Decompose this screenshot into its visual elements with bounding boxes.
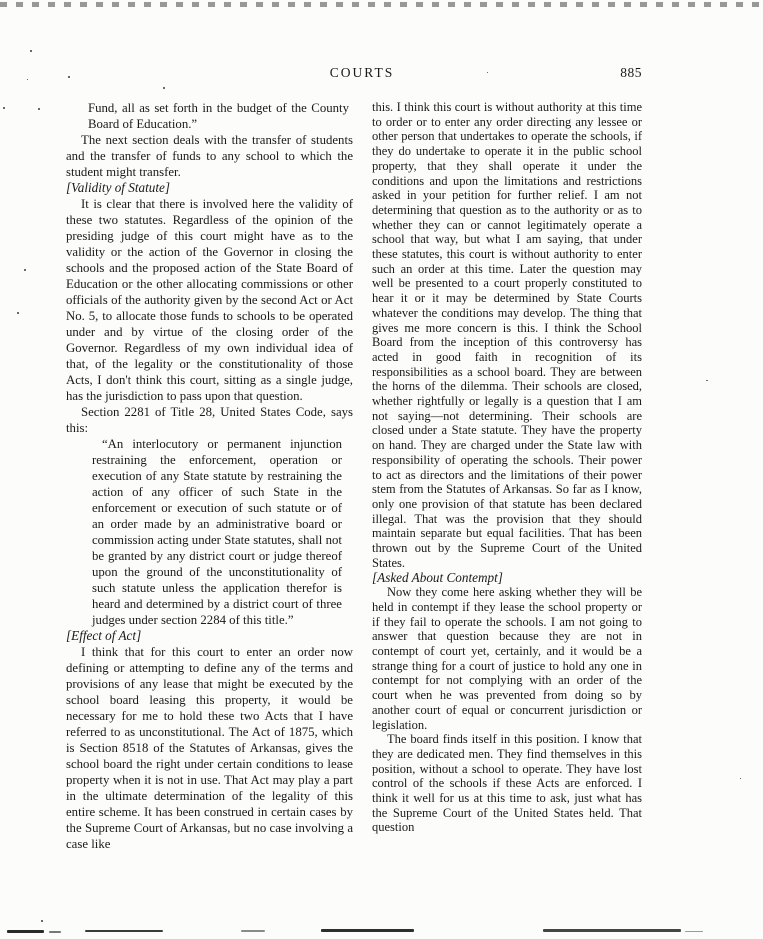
left-column <box>66 100 353 852</box>
scan-smudge-segment <box>685 931 703 932</box>
two-column-text-body <box>66 100 642 852</box>
heading-effect-of-act: [Effect of Act] <box>66 628 142 643</box>
paragraph-effect-of-act: I think that for this court to enter an order now defining or attempting to define any of the terms and provisions of any lease that might be executed by the school board leasing this property, it would be necessary for me to hold these two Acts that I have referred to as unconstitutional. The Act of 1875, which is Section 8518 of the Statutes of Arkansas, gives the school board the right under certain conditions to lease property when it is not in use. That Act may play a part in the ultimate determination of the legality of this entire scheme. It has been construed in certain cases by the Supreme Court of Arkansas, but no case involving a case like <box>66 645 353 851</box>
statute-quote-2281: “An interlocutory or permanent injunction restraining the enforcement, operation or execution of any State statute by restraining the action of any officer of such State in the enforcement or execution of such statute or of an order made by an administrative board or commission acting under State statutes, shall not be granted by any district court or judge thereof upon the ground of the unconstitutionality of such statute unless the application therefor is heard and determined by a district court of three judges under section 2284 of this title.” <box>92 437 342 627</box>
scan-smudge-segment <box>241 930 265 932</box>
heading-asked-about-contempt: [Asked About Contempt] <box>372 569 503 585</box>
scan-speck <box>740 778 741 779</box>
scan-speck <box>706 380 708 381</box>
scan-speck <box>24 269 26 271</box>
scan-speck <box>487 72 488 73</box>
paragraph-board-position: The board finds itself in this position. I know that they are dedicated men. They find themselves in this position, without a school to operate. They have lost control of the schools if these Acts are enforced. I think it well for us at this time to ask, just what has the Supreme Court of the United States held. That question <box>372 732 642 835</box>
paragraph-validity-discussion: It is clear that there is involved here the validity of these two statutes. Regardless of the opinion of the presiding judge of this court might have as to the validity or the action of the Governor in closing the schools and the proposed action of the State Board of Education or the other allocating commissions or other officials of the authority given by the second Act or Act No. 5, to allocate those funds to schools to be operated under and by virtue of the closing order of the Governor. Regardless of my own individual idea of that, of the legality or the constitutionality of those Acts, I don't think this court, sitting as a single judge, has the jurisdiction to pass upon that question. <box>66 197 353 403</box>
paragraph-without-authority: this. I think this court is without authority at this time to order or to enter any order directing any lessee or other person that undertakes to operate the schools, if they do undertake to operate it in the public school property, that they shall operate it under the conditions and upon the limitations and restrictions asked in your petition for further relief. I am not determining that question as to the authority or as to whether they can or cannot legitimately operate a school that way, but what I am saying, that under these statutes, this court is without authority to enter such an order at this time. Later the question may well be presented to a court properly constituted to hear it or it may be determined by State Courts whatever the conditions may develop. The thing that gives me more concern is this. I think the School Board from the inception of this controversy has acted in good faith in recognition of its responsibilities as a school board. They are between the horns of the dilemma. Their schools are closed, whether rightfully or legally is a question that I am not saying—not determining. Their schools are closed under a State statute. They have the property on hand. They are charged under the State law with responsibility of operating the schools. Their power to act as directors and the limitations of their power stem from the Statutes of Arkansas. So far as I know, only one provision of that statute has been declared illegal. That was the provision that they should maintain separate but equal facilities. That has been thrown out by the Supreme Court of the United States. <box>372 100 642 570</box>
scan-speck <box>68 76 70 78</box>
scan-speck <box>30 50 32 52</box>
right-column <box>372 100 642 852</box>
heading-validity-of-statute: [Validity of Statute] <box>66 180 171 195</box>
page-header <box>66 65 642 83</box>
scan-speck <box>3 107 5 109</box>
scan-speck <box>38 108 40 110</box>
paragraph-next-section: The next section deals with the transfer of students and the transfer of funds to any school to which the student might transfer. <box>66 133 353 179</box>
quote-continuation-budget: Fund, all as set forth in the budget of the County Board of Education.” <box>88 101 349 131</box>
paragraph-section-2281-intro: Section 2281 of Title 28, United States Code, says this: <box>66 405 353 435</box>
scan-speck <box>163 87 165 89</box>
scan-smudge-segment <box>543 929 681 932</box>
scan-speck <box>27 79 28 80</box>
scan-smudge-segment <box>85 930 163 932</box>
scan-speck <box>41 920 43 922</box>
page-number: 885 <box>620 65 642 80</box>
scan-edge-dashes-top <box>0 2 763 7</box>
scan-smudge-segment <box>7 930 44 933</box>
scan-speck <box>17 312 19 314</box>
running-head-title: COURTS <box>329 65 395 80</box>
scan-smudge-segment <box>321 929 414 932</box>
scan-smudge-segment <box>49 931 61 933</box>
paragraph-contempt-question: Now they come here asking whether they will be held in contempt if they lease the school property or if they fail to operate the schools. I am not going to answer that question because they are not in contempt of court yet, certainly, and it would be a strange thing for a court of justice to hold any one in contempt for not complying with an order of the court when he was prevented from doing so by another court of equal or concurrent jurisdiction or legislation. <box>372 585 642 732</box>
